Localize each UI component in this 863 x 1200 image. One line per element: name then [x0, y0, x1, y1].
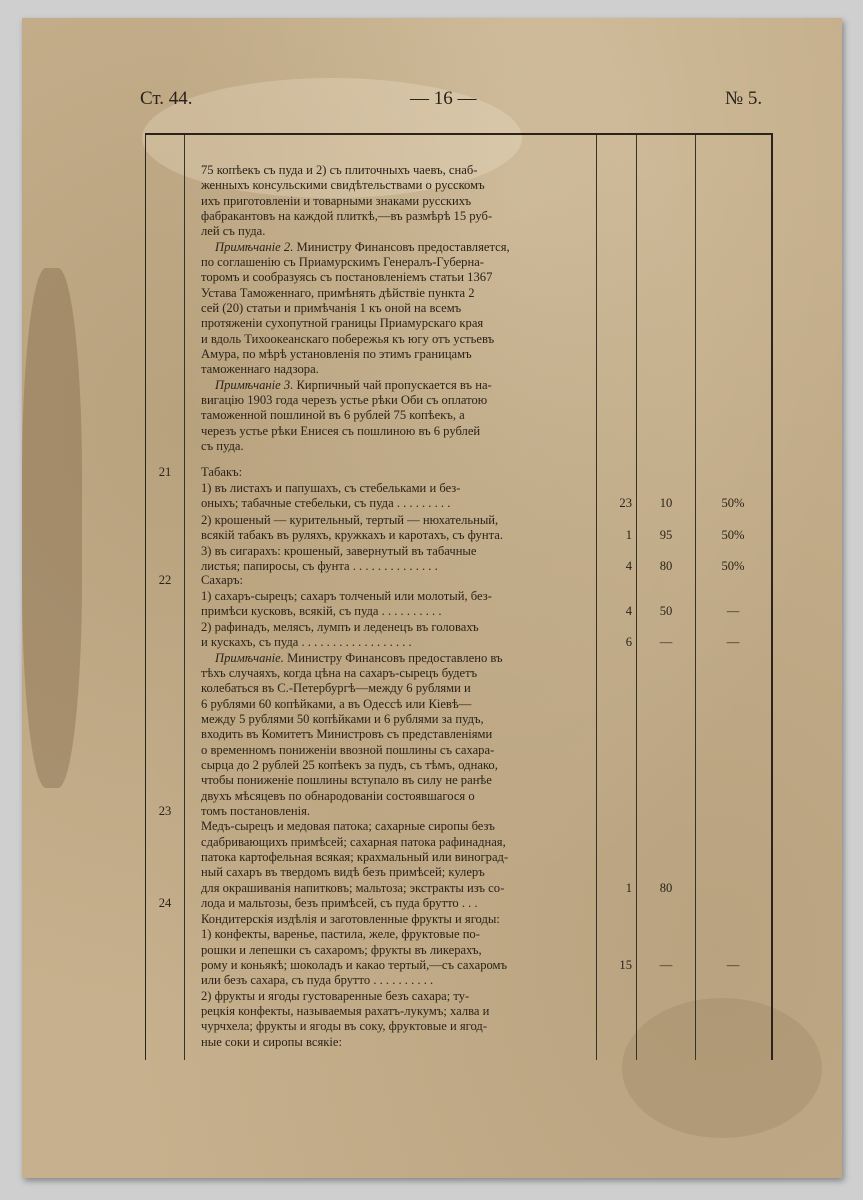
- duty-kopecks: 10: [659, 496, 673, 510]
- duty-kopecks: 80: [659, 559, 673, 573]
- text-line: о временномъ пониженіи ввозной пошлины съ сахара-: [201, 743, 495, 757]
- text-line: 2) рафинадъ, мелясъ, лумпъ и леденецъ въ головахъ: [201, 620, 479, 634]
- text-line: ный сахаръ въ твердомъ видѣ безъ примѣсей; кулеръ: [201, 865, 485, 879]
- duty-kopecks: 95: [659, 528, 673, 542]
- text-line: ихъ приготовленіи и товарными знаками русскихъ: [201, 194, 472, 208]
- text-line: листья; папиросы, съ фунта . . . . . . . . . . . . . .: [201, 559, 438, 573]
- text-line: всякій табакъ въ руляхъ, кружкахъ и каротахъ, съ фунта.: [201, 528, 503, 542]
- text-line: 1) въ листахъ и папушахъ, съ стебельками и без-: [201, 481, 461, 495]
- note-line: Примѣчаніе 3. Кирпичный чай пропускается въ на-: [215, 378, 492, 392]
- text-line: рецкія конфекты, называемыя рахатъ-лукумъ; халва и: [201, 1004, 490, 1018]
- text-line: лода и мальтозы, безъ примѣсей, съ пуда брутто . . .: [201, 896, 478, 910]
- text-line: патока картофельная всякая; крахмальный или виноград-: [201, 850, 509, 864]
- text-line: двухъ мѣсяцевъ по обнародованіи состоявшагося о: [201, 789, 475, 803]
- text-line: оныхъ; табачные стебельки, съ пуда . . . . . . . . .: [201, 496, 451, 510]
- text-line: Устава Таможеннаго, примѣнять дѣйствіе пункта 2: [201, 286, 475, 300]
- text-line: женныхъ консульскими свидѣтельствами о русскомъ: [201, 178, 485, 192]
- text-line: 1) конфекты, варенье, пастила, желе, фруктовые по-: [201, 927, 480, 941]
- duty-rubles: 4: [625, 604, 632, 618]
- note-line: Примѣчаніе 2. Министру Финансовъ предоставляется,: [215, 240, 510, 254]
- article-number: 22: [158, 573, 172, 587]
- text-line: примѣси кусковъ, всякій, съ пуда . . . . . . . . . .: [201, 604, 442, 618]
- column-divider: [695, 135, 696, 1060]
- text-line: 3) въ сигарахъ: крошеный, завернутый въ табачные: [201, 544, 477, 558]
- duty-surcharge: 50%: [721, 496, 745, 510]
- text-line: входить въ Комитетъ Министровъ съ представленіями: [201, 727, 493, 741]
- article-number: 23: [158, 804, 172, 818]
- text-line: и кускахъ, съ пуда . . . . . . . . . . . . . . . . . .: [201, 635, 412, 649]
- text-line: 6 рублями 60 копѣйками, а въ Одессѣ или Кіевѣ—: [201, 697, 472, 711]
- article-ref: Ст. 44.: [140, 88, 193, 109]
- text-line: между 5 рублями 50 копѣйками и 6 рублями за пудъ,: [201, 712, 484, 726]
- text-line: 2) фрукты и ягоды густоваренные безъ сахара; ту-: [201, 989, 470, 1003]
- text-line: таможенной пошлиной въ 6 рублей 75 копѣекъ, а: [201, 408, 465, 422]
- text-line: тѣхъ случаяхъ, когда цѣна на сахаръ-сырецъ будетъ: [201, 666, 478, 680]
- page-number: — 16 —: [410, 88, 477, 109]
- text-line: лей съ пуда.: [201, 224, 266, 238]
- text-line: рошки и лепешки съ сахаромъ; фрукты въ ликерахъ,: [201, 943, 482, 957]
- text-line: Амура, по мѣрѣ установленія по этимъ границамъ: [201, 347, 472, 361]
- duty-rubles: 1: [625, 881, 632, 895]
- text-line: и вдоль Тихоокеанскаго побережья къ югу отъ устьевъ: [201, 332, 495, 346]
- text-line: колебаться въ С.-Петербургѣ—между 6 рублями и: [201, 681, 471, 695]
- text-line: 2) крошеный — курительный, тертый — нюхательный,: [201, 513, 499, 527]
- text-line: для окрашиванія напитковъ; мальтоза; экстракты изъ со-: [201, 881, 505, 895]
- duty-surcharge: 50%: [721, 528, 745, 542]
- column-divider: [596, 135, 597, 1060]
- duty-surcharge: —: [726, 958, 740, 972]
- text-line: торомъ и сообразуясь съ постановленіемъ статьи 1367: [201, 270, 493, 284]
- article-number: 24: [158, 896, 172, 910]
- text-line: рому и коньякѣ; шоколадъ и какао тертый,—съ сахаромъ: [201, 958, 508, 972]
- duty-rubles: 23: [619, 496, 632, 510]
- text-line: чурчхела; фрукты и ягоды въ соку, фруктовые и ягод-: [201, 1019, 488, 1033]
- duty-surcharge: 50%: [721, 559, 745, 573]
- column-divider: [184, 135, 185, 1060]
- section-heading: Табакъ:: [201, 465, 243, 479]
- text-line: или безъ сахара, съ пуда брутто . . . . . . . . . .: [201, 973, 434, 987]
- text-line: сырца до 2 рублей 25 копѣекъ за пудъ, съ тѣмъ, однако,: [201, 758, 498, 772]
- text-line: съ пуда.: [201, 439, 244, 453]
- issue-number: № 5.: [725, 88, 763, 109]
- article-number: 21: [158, 465, 172, 479]
- text-line: сдабривающихъ примѣсей; сахарная патока рафинадная,: [201, 835, 506, 849]
- duty-kopecks: —: [659, 958, 673, 972]
- duty-kopecks: 50: [659, 604, 673, 618]
- duty-kopecks: 80: [659, 881, 673, 895]
- text-line: по соглашенію съ Приамурскимъ Генералъ-Губерна-: [201, 255, 484, 269]
- text-line: черезъ устье рѣки Енисея съ пошлиною въ 6 рублей: [201, 424, 481, 438]
- text-line: вигацію 1903 года черезъ устье рѣки Оби съ оплатою: [201, 393, 488, 407]
- text-line: Кондитерскія издѣлія и заготовленные фрукты и ягоды:: [201, 912, 500, 926]
- text-line: протяженіи сухопутной границы Приамурскаго края: [201, 316, 484, 330]
- duty-surcharge: —: [726, 635, 740, 649]
- duty-kopecks: —: [659, 635, 673, 649]
- text-line: томъ постановленія.: [201, 804, 311, 818]
- duty-surcharge: —: [726, 604, 740, 618]
- text-line: чтобы пониженіе пошлины вступало въ силу не ранѣе: [201, 773, 492, 787]
- column-divider: [636, 135, 637, 1060]
- text-line: таможеннаго надзора.: [201, 362, 319, 376]
- text-line: фабракантовъ на каждой плиткѣ,—въ размѣрѣ 15 руб-: [201, 209, 493, 223]
- duty-rubles: 1: [625, 528, 632, 542]
- duty-rubles: 6: [625, 635, 632, 649]
- duty-rubles: 15: [619, 958, 632, 972]
- text-line: ные соки и сиропы всякіе:: [201, 1035, 342, 1049]
- text-line: 75 копѣекъ съ пуда и 2) съ плиточныхъ чаевъ, снаб-: [201, 163, 478, 177]
- text-line: сей (20) статьи и примѣчанія 1 къ оной на всемъ: [201, 301, 462, 315]
- note-line: Примѣчаніе. Министру Финансовъ предоставлено въ: [215, 651, 503, 665]
- section-heading: Сахаръ:: [201, 573, 244, 587]
- duty-rubles: 4: [625, 559, 632, 573]
- text-line: 1) сахаръ-сырецъ; сахаръ толченый или молотый, без-: [201, 589, 492, 603]
- text-line: Медъ-сырецъ и медовая патока; сахарные сиропы безъ: [201, 819, 495, 833]
